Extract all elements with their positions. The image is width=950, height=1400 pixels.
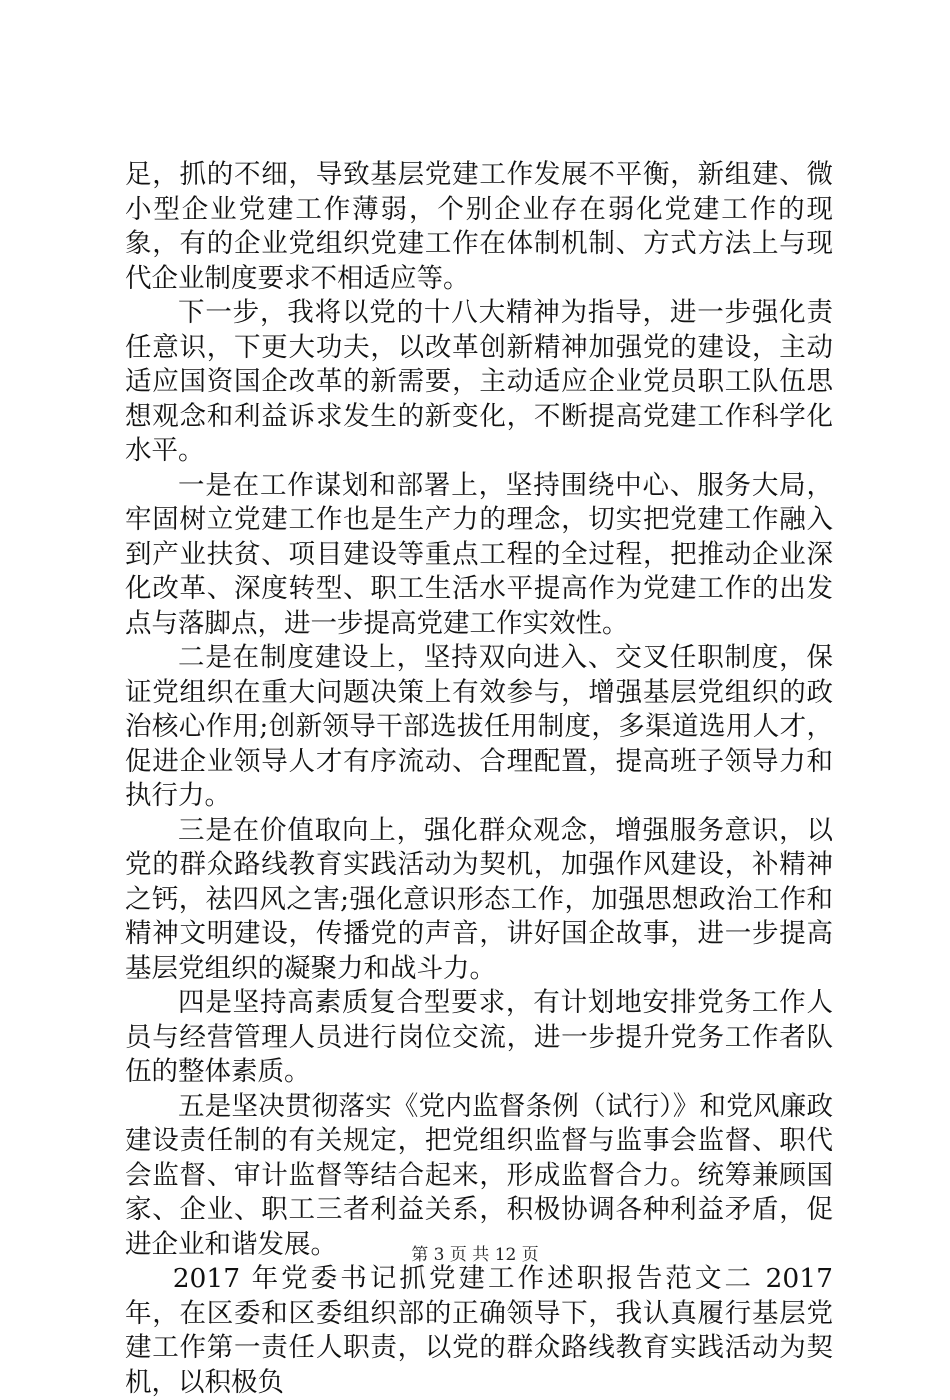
paragraph-1: 足，抓的不细，导致基层党建工作发展不平衡，新组建、微小型企业党建工作薄弱，个别企业存在弱化党建工作的现象，有的企业党组织党建工作在体制机制、方式方法上与现代企业制度要求不相适应等。 <box>125 159 833 294</box>
paragraph-2: 下一步，我将以党的十八大精神为指导，进一步强化责任意识，下更大功夫，以改革创新精神加强党的建设，主动适应国资国企改革的新需要，主动适应企业党员职工队伍思想观念和利益诉求发生的新变化，不断提高党建工作科学化水平。 <box>125 297 833 466</box>
paragraph-8: 2017 年党委书记抓党建工作述职报告范文二 2017 年，在区委和区委组织部的正确领导下，我认真履行基层党建工作第一责任人职责，以党的群众路线教育实践活动为契机，以积极负 <box>125 1263 833 1398</box>
page-number-footer: 第 3 页 共 12 页 <box>411 1245 539 1265</box>
paragraph-4: 二是在制度建设上，坚持双向进入、交叉任职制度，保证党组织在重大问题决策上有效参与，增强基层党组织的政治核心作用;创新领导干部选拔任用制度，多渠道选用人才，促进企业领导人才有序流动、合理配置，提高班子领导力和执行力。 <box>125 642 833 811</box>
paragraph-7: 五是坚决贯彻落实《党内监督条例（试行）》和党风廉政建设责任制的有关规定，把党组织监督与监事会监督、职代会监督、审计监督等结合起来，形成监督合力。统筹兼顾国家、企业、职工三者利益关系，积极协调各种利益矛盾，促进企业和谐发展。 <box>125 1090 833 1260</box>
paragraph-5: 三是在价值取向上，强化群众观念，增强服务意识，以党的群众路线教育实践活动为契机，加强作风建设，补精神之钙，祛四风之害;强化意识形态工作，加强思想政治工作和精神文明建设，传播党的声音，讲好国企故事，进一步提高基层党组织的凝聚力和战斗力。 <box>125 814 833 984</box>
paragraph-3: 一是在工作谋划和部署上，坚持围绕中心、服务大局，牢固树立党建工作也是生产力的理念，切实把党建工作融入到产业扶贫、项目建设等重点工程的全过程，把推动企业深化改革、深度转型、职工生活水平提高作为党建工作的出发点与落脚点，进一步提高党建工作实效性。 <box>125 469 833 639</box>
document-body <box>125 158 833 1400</box>
paragraph-6: 四是坚持高素质复合型要求，有计划地安排党务工作人员与经营管理人员进行岗位交流，进一步提升党务工作者队伍的整体素质。 <box>125 987 833 1087</box>
